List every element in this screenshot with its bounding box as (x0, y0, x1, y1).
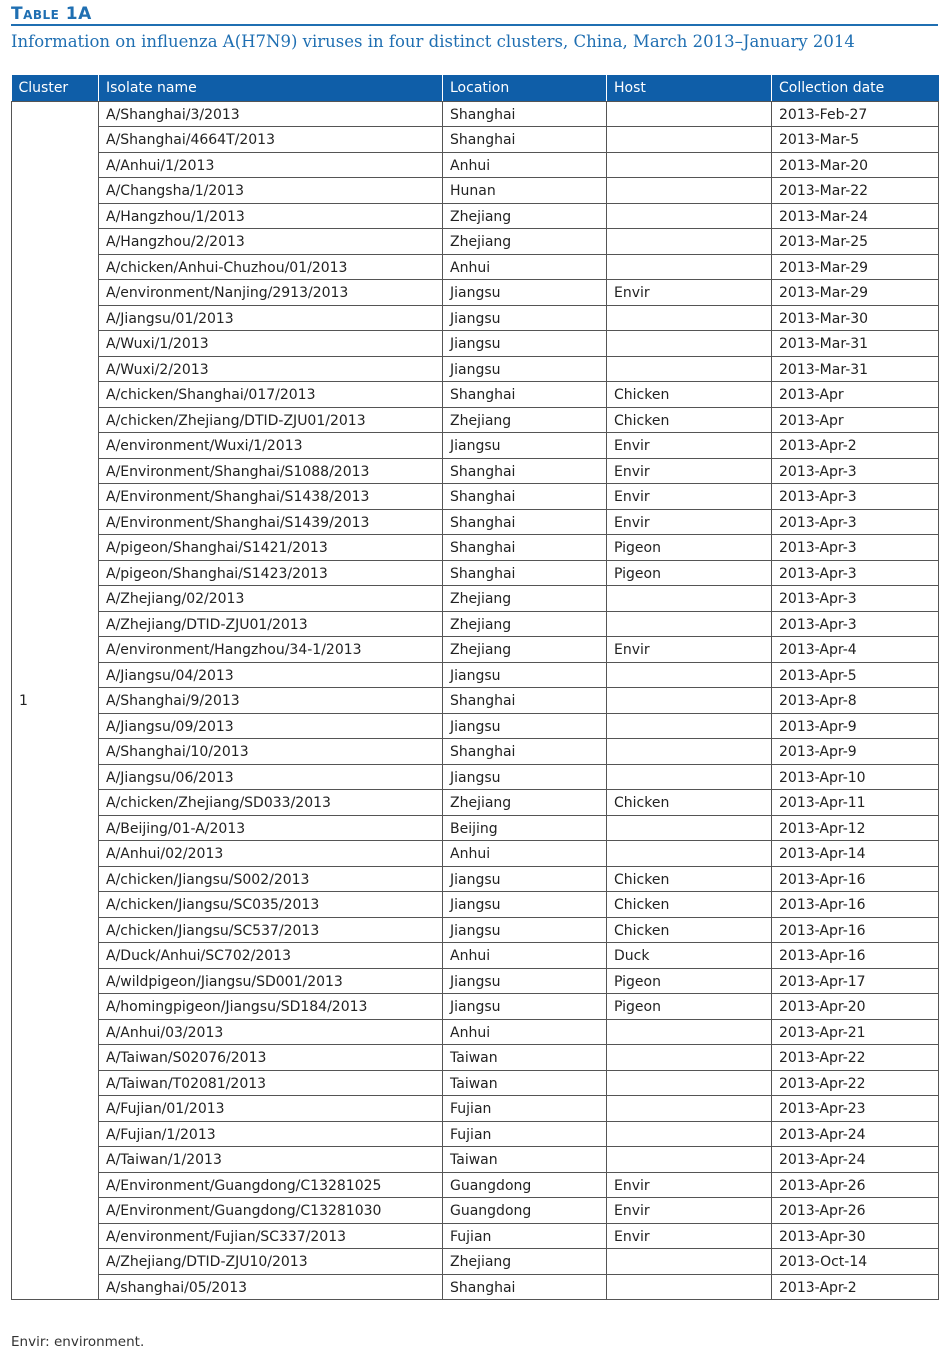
cell-collection-date: 2013-Mar-22 (772, 178, 939, 204)
cell-host: Pigeon (607, 560, 772, 586)
cell-host: Chicken (607, 892, 772, 918)
cell-location: Jiangsu (443, 968, 607, 994)
cell-collection-date: 2013-Apr-10 (772, 764, 939, 790)
table-row (12, 127, 939, 153)
table-row (12, 688, 939, 714)
cell-location: Fujian (443, 1121, 607, 1147)
cell-isolate-name: A/Shanghai/3/2013 (99, 101, 443, 127)
cell-collection-date: 2013-Apr (772, 407, 939, 433)
cell-isolate-name: A/Beijing/01-A/2013 (99, 815, 443, 841)
cell-host (607, 1274, 772, 1300)
cell-collection-date: 2013-Apr-24 (772, 1147, 939, 1173)
cell-host: Envir (607, 637, 772, 663)
cell-location: Jiangsu (443, 331, 607, 357)
column-header-collection-date: Collection date (772, 75, 939, 101)
table-row (12, 203, 939, 229)
cell-host: Chicken (607, 790, 772, 816)
column-header-cluster: Cluster (12, 75, 99, 101)
cell-isolate-name: A/chicken/Zhejiang/SD033/2013 (99, 790, 443, 816)
cell-isolate-name: A/Shanghai/4664T/2013 (99, 127, 443, 153)
table-row (12, 637, 939, 663)
cell-collection-date: 2013-Apr-16 (772, 917, 939, 943)
table-row (12, 586, 939, 612)
cell-host (607, 1096, 772, 1122)
cell-location: Jiangsu (443, 280, 607, 306)
cell-collection-date: 2013-Apr-9 (772, 713, 939, 739)
cell-host (607, 101, 772, 127)
table-row (12, 1147, 939, 1173)
cell-location: Jiangsu (443, 866, 607, 892)
cell-isolate-name: A/chicken/Anhui-Chuzhou/01/2013 (99, 254, 443, 280)
cell-collection-date: 2013-Apr-12 (772, 815, 939, 841)
cell-isolate-name: A/shanghai/05/2013 (99, 1274, 443, 1300)
cell-collection-date: 2013-Mar-25 (772, 229, 939, 255)
cell-location: Jiangsu (443, 662, 607, 688)
cell-collection-date: 2013-Mar-31 (772, 331, 939, 357)
table-row (12, 611, 939, 637)
table-row (12, 101, 939, 127)
cell-isolate-name: A/Jiangsu/01/2013 (99, 305, 443, 331)
cell-host (607, 178, 772, 204)
cell-collection-date: 2013-Apr-14 (772, 841, 939, 867)
cell-location: Jiangsu (443, 764, 607, 790)
cell-isolate-name: A/chicken/Shanghai/017/2013 (99, 382, 443, 408)
cell-host (607, 127, 772, 153)
cell-isolate-name: A/Zhejiang/DTID-ZJU01/2013 (99, 611, 443, 637)
cell-location: Taiwan (443, 1070, 607, 1096)
cell-collection-date: 2013-Apr-4 (772, 637, 939, 663)
table-row (12, 1121, 939, 1147)
cell-collection-date: 2013-Apr-20 (772, 994, 939, 1020)
cell-host: Envir (607, 484, 772, 510)
cell-host (607, 1045, 772, 1071)
table-row (12, 1045, 939, 1071)
cell-isolate-name: A/chicken/Jiangsu/SC537/2013 (99, 917, 443, 943)
cell-collection-date: 2013-Apr-22 (772, 1045, 939, 1071)
cell-collection-date: 2013-Mar-5 (772, 127, 939, 153)
cell-location: Jiangsu (443, 305, 607, 331)
cell-host (607, 1070, 772, 1096)
cell-isolate-name: A/Shanghai/9/2013 (99, 688, 443, 714)
table-row (12, 305, 939, 331)
cell-collection-date: 2013-Apr-8 (772, 688, 939, 714)
cell-collection-date: 2013-Apr-17 (772, 968, 939, 994)
column-header-isolate-name: Isolate name (99, 75, 443, 101)
cell-location: Shanghai (443, 688, 607, 714)
cell-isolate-name: A/pigeon/Shanghai/S1421/2013 (99, 535, 443, 561)
cell-isolate-name: A/Changsha/1/2013 (99, 178, 443, 204)
table-row (12, 433, 939, 459)
cell-location: Zhejiang (443, 790, 607, 816)
cell-location: Jiangsu (443, 917, 607, 943)
table-header-row (12, 75, 939, 101)
cell-location: Shanghai (443, 1274, 607, 1300)
table-body (12, 101, 939, 1300)
cell-cluster: 1 (12, 101, 99, 1300)
cell-location: Beijing (443, 815, 607, 841)
table-row (12, 994, 939, 1020)
cell-host (607, 713, 772, 739)
table-row (12, 356, 939, 382)
cell-host: Envir (607, 509, 772, 535)
cell-collection-date: 2013-Apr-2 (772, 1274, 939, 1300)
column-header-location: Location (443, 75, 607, 101)
cell-host: Envir (607, 280, 772, 306)
cell-host: Envir (607, 433, 772, 459)
cell-isolate-name: A/Zhejiang/02/2013 (99, 586, 443, 612)
cell-isolate-name: A/Duck/Anhui/SC702/2013 (99, 943, 443, 969)
cell-collection-date: 2013-Apr-3 (772, 560, 939, 586)
cell-location: Zhejiang (443, 586, 607, 612)
column-header-host: Host (607, 75, 772, 101)
influenza-table (11, 75, 939, 1300)
cell-location: Shanghai (443, 739, 607, 765)
footnote: Envir: environment. (11, 1334, 145, 1350)
cell-collection-date: 2013-Apr-2 (772, 433, 939, 459)
cell-location: Taiwan (443, 1045, 607, 1071)
cell-location: Zhejiang (443, 611, 607, 637)
table-row (12, 790, 939, 816)
cell-isolate-name: A/Jiangsu/06/2013 (99, 764, 443, 790)
cell-host (607, 229, 772, 255)
table-header (11, 4, 938, 53)
cell-isolate-name: A/pigeon/Shanghai/S1423/2013 (99, 560, 443, 586)
table-row (12, 739, 939, 765)
cell-isolate-name: A/Environment/Guangdong/C13281025 (99, 1172, 443, 1198)
cell-host (607, 331, 772, 357)
cell-isolate-name: A/environment/Fujian/SC337/2013 (99, 1223, 443, 1249)
cell-collection-date: 2013-Apr-3 (772, 509, 939, 535)
cell-collection-date: 2013-Apr-5 (772, 662, 939, 688)
cell-isolate-name: A/Environment/Shanghai/S1088/2013 (99, 458, 443, 484)
cell-location: Jiangsu (443, 433, 607, 459)
cell-location: Anhui (443, 943, 607, 969)
cell-host (607, 203, 772, 229)
cell-location: Shanghai (443, 535, 607, 561)
cell-location: Zhejiang (443, 407, 607, 433)
cell-host (607, 305, 772, 331)
cell-host (607, 841, 772, 867)
cell-collection-date: 2013-Mar-24 (772, 203, 939, 229)
cell-host: Duck (607, 943, 772, 969)
cell-isolate-name: A/Environment/Shanghai/S1438/2013 (99, 484, 443, 510)
table-row (12, 764, 939, 790)
cell-host: Pigeon (607, 994, 772, 1020)
table-row (12, 178, 939, 204)
table-row (12, 1070, 939, 1096)
cell-isolate-name: A/Wuxi/1/2013 (99, 331, 443, 357)
cell-isolate-name: A/Shanghai/10/2013 (99, 739, 443, 765)
cell-host (607, 152, 772, 178)
table-row (12, 713, 939, 739)
cell-collection-date: 2013-Apr-16 (772, 943, 939, 969)
cell-host: Envir (607, 1172, 772, 1198)
table-row (12, 509, 939, 535)
cell-isolate-name: A/Hangzhou/2/2013 (99, 229, 443, 255)
cell-isolate-name: A/chicken/Jiangsu/SC035/2013 (99, 892, 443, 918)
cell-collection-date: 2013-Apr (772, 382, 939, 408)
cell-host: Envir (607, 1198, 772, 1224)
table-row (12, 968, 939, 994)
cell-isolate-name: A/Hangzhou/1/2013 (99, 203, 443, 229)
cell-location: Fujian (443, 1223, 607, 1249)
table-row (12, 1274, 939, 1300)
cell-isolate-name: A/Anhui/03/2013 (99, 1019, 443, 1045)
cell-collection-date: 2013-Oct-14 (772, 1249, 939, 1275)
table-row (12, 917, 939, 943)
cell-isolate-name: A/Fujian/1/2013 (99, 1121, 443, 1147)
cell-location: Shanghai (443, 509, 607, 535)
cell-collection-date: 2013-Mar-30 (772, 305, 939, 331)
cell-location: Anhui (443, 254, 607, 280)
cell-location: Zhejiang (443, 229, 607, 255)
cell-isolate-name: A/Wuxi/2/2013 (99, 356, 443, 382)
table-row (12, 1096, 939, 1122)
cell-collection-date: 2013-Mar-20 (772, 152, 939, 178)
table-row (12, 892, 939, 918)
cell-location: Jiangsu (443, 994, 607, 1020)
cell-location: Shanghai (443, 127, 607, 153)
cell-isolate-name: A/Taiwan/S02076/2013 (99, 1045, 443, 1071)
cell-location: Jiangsu (443, 356, 607, 382)
cell-host (607, 815, 772, 841)
table-row (12, 458, 939, 484)
cell-host: Chicken (607, 866, 772, 892)
cell-location: Shanghai (443, 560, 607, 586)
cell-location: Guangdong (443, 1172, 607, 1198)
cell-collection-date: 2013-Apr-22 (772, 1070, 939, 1096)
cell-isolate-name: A/Anhui/02/2013 (99, 841, 443, 867)
cell-collection-date: 2013-Apr-3 (772, 484, 939, 510)
cell-location: Jiangsu (443, 713, 607, 739)
table-row (12, 152, 939, 178)
cell-isolate-name: A/homingpigeon/Jiangsu/SD184/2013 (99, 994, 443, 1020)
table-row (12, 841, 939, 867)
cell-isolate-name: A/Jiangsu/04/2013 (99, 662, 443, 688)
cell-host (607, 586, 772, 612)
cell-host (607, 764, 772, 790)
cell-collection-date: 2013-Apr-24 (772, 1121, 939, 1147)
cell-host: Pigeon (607, 535, 772, 561)
cell-isolate-name: A/Taiwan/T02081/2013 (99, 1070, 443, 1096)
table-row (12, 1019, 939, 1045)
table-row (12, 866, 939, 892)
cell-host: Envir (607, 458, 772, 484)
cell-location: Zhejiang (443, 637, 607, 663)
cell-host: Pigeon (607, 968, 772, 994)
cell-isolate-name: A/environment/Nanjing/2913/2013 (99, 280, 443, 306)
cell-isolate-name: A/Anhui/1/2013 (99, 152, 443, 178)
cell-isolate-name: A/Environment/Guangdong/C13281030 (99, 1198, 443, 1224)
cell-collection-date: 2013-Apr-30 (772, 1223, 939, 1249)
cell-isolate-name: A/environment/Wuxi/1/2013 (99, 433, 443, 459)
table-row (12, 943, 939, 969)
cell-host (607, 1019, 772, 1045)
table-row (12, 1223, 939, 1249)
cell-isolate-name: A/chicken/Jiangsu/S002/2013 (99, 866, 443, 892)
cell-host (607, 356, 772, 382)
cell-host (607, 1121, 772, 1147)
cell-location: Guangdong (443, 1198, 607, 1224)
cell-collection-date: 2013-Apr-11 (772, 790, 939, 816)
cell-host (607, 662, 772, 688)
table-row (12, 535, 939, 561)
cell-location: Shanghai (443, 382, 607, 408)
cell-host (607, 688, 772, 714)
cell-location: Anhui (443, 1019, 607, 1045)
table-row (12, 1198, 939, 1224)
cell-location: Anhui (443, 841, 607, 867)
cell-collection-date: 2013-Apr-21 (772, 1019, 939, 1045)
table-row (12, 1172, 939, 1198)
table-row (12, 560, 939, 586)
cell-collection-date: 2013-Mar-31 (772, 356, 939, 382)
cell-location: Taiwan (443, 1147, 607, 1173)
cell-host: Chicken (607, 917, 772, 943)
table-caption: Information on influenza A(H7N9) viruses in four distinct clusters, China, March 2013–January 2014 (11, 32, 855, 51)
table-row (12, 484, 939, 510)
cell-isolate-name: A/environment/Hangzhou/34-1/2013 (99, 637, 443, 663)
cell-collection-date: 2013-Mar-29 (772, 280, 939, 306)
cell-isolate-name: A/Zhejiang/DTID-ZJU10/2013 (99, 1249, 443, 1275)
cell-host (607, 254, 772, 280)
cell-collection-date: 2013-Apr-26 (772, 1198, 939, 1224)
table-row (12, 229, 939, 255)
cell-host (607, 739, 772, 765)
cell-collection-date: 2013-Apr-3 (772, 458, 939, 484)
table-row (12, 815, 939, 841)
cell-location: Fujian (443, 1096, 607, 1122)
cell-host: Chicken (607, 382, 772, 408)
cell-collection-date: 2013-Mar-29 (772, 254, 939, 280)
cell-collection-date: 2013-Apr-3 (772, 586, 939, 612)
cell-host (607, 1249, 772, 1275)
cell-isolate-name: A/Jiangsu/09/2013 (99, 713, 443, 739)
cell-collection-date: 2013-Apr-3 (772, 535, 939, 561)
table-row (12, 280, 939, 306)
cell-isolate-name: A/wildpigeon/Jiangsu/SD001/2013 (99, 968, 443, 994)
cell-collection-date: 2013-Apr-9 (772, 739, 939, 765)
cell-host (607, 1147, 772, 1173)
table-row (12, 331, 939, 357)
cell-location: Zhejiang (443, 1249, 607, 1275)
cell-host (607, 611, 772, 637)
cell-location: Anhui (443, 152, 607, 178)
cell-location: Zhejiang (443, 203, 607, 229)
table-row (12, 382, 939, 408)
cell-isolate-name: A/chicken/Zhejiang/DTID-ZJU01/2013 (99, 407, 443, 433)
table-row (12, 662, 939, 688)
cell-collection-date: 2013-Apr-26 (772, 1172, 939, 1198)
cell-location: Shanghai (443, 458, 607, 484)
table-row (12, 407, 939, 433)
cell-host: Chicken (607, 407, 772, 433)
cell-collection-date: 2013-Apr-23 (772, 1096, 939, 1122)
cell-collection-date: 2013-Apr-3 (772, 611, 939, 637)
cell-collection-date: 2013-Apr-16 (772, 866, 939, 892)
cell-collection-date: 2013-Apr-16 (772, 892, 939, 918)
table-label: Table 1A (11, 4, 938, 26)
cell-location: Shanghai (443, 101, 607, 127)
cell-isolate-name: A/Taiwan/1/2013 (99, 1147, 443, 1173)
cell-location: Jiangsu (443, 892, 607, 918)
cell-isolate-name: A/Fujian/01/2013 (99, 1096, 443, 1122)
cell-collection-date: 2013-Feb-27 (772, 101, 939, 127)
table-row (12, 1249, 939, 1275)
cell-host: Envir (607, 1223, 772, 1249)
cell-location: Hunan (443, 178, 607, 204)
cell-isolate-name: A/Environment/Shanghai/S1439/2013 (99, 509, 443, 535)
cell-location: Shanghai (443, 484, 607, 510)
table-row (12, 254, 939, 280)
